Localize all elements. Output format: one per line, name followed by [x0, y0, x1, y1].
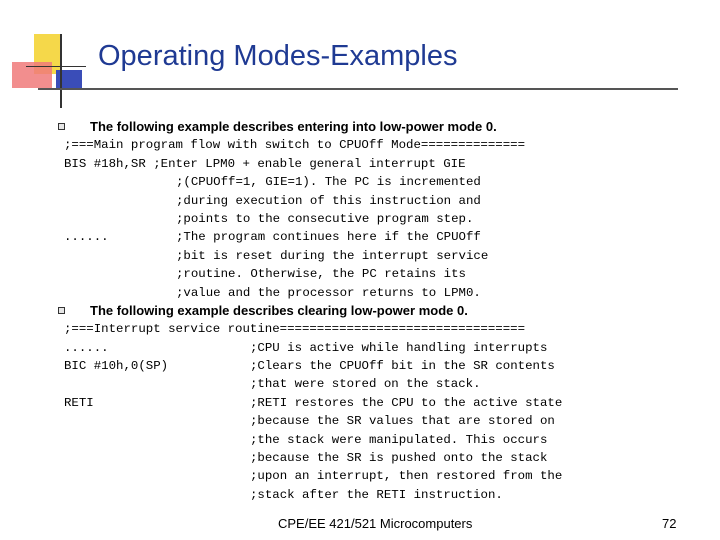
bullet-text-1: The following example describes entering into low-power mode 0.: [90, 119, 497, 134]
code-comment: ;upon an interrupt, then restored from the: [250, 469, 563, 484]
code-line: ;===Interrupt service routine=================================: [64, 322, 526, 337]
title-rule: [38, 88, 678, 90]
bullet-line-2: [64, 302, 525, 320]
code-line: [64, 192, 525, 210]
code-comment: ;stack after the RETI instruction.: [250, 487, 503, 502]
code-comment: ;routine. Otherwise, the PC retains its: [176, 267, 466, 282]
code-comment: ;(CPUOff=1, GIE=1). The PC is incremented: [176, 175, 481, 190]
code-line: [64, 265, 525, 283]
code-line: [64, 467, 563, 485]
code-line: [64, 210, 525, 228]
code-comment: ;RETI restores the CPU to the active state: [250, 395, 563, 410]
code-instruction: BIC #10h,0(SP): [64, 359, 169, 374]
code-comment: ;because the SR values that are stored on: [250, 414, 555, 429]
code-comment: ;that were stored on the stack.: [250, 377, 481, 392]
code-comment: ;The program continues here if the CPUOff: [176, 230, 481, 245]
slide-content: [64, 118, 563, 504]
deco-horizontal-line: [26, 66, 86, 67]
code-line: [64, 284, 525, 302]
square-bullet-icon: [58, 307, 65, 314]
bullet-line-1: [64, 118, 525, 136]
code-comment: ;points to the consecutive program step.: [176, 211, 474, 226]
code-line: [64, 431, 548, 449]
code-line: [64, 357, 555, 375]
code-ellipsis: ......: [64, 230, 109, 245]
code-comment: ;because the SR is pushed onto the stack: [250, 451, 548, 466]
code-comment: ;Clears the CPUOff bit in the SR contents: [250, 359, 555, 374]
code-line: [64, 486, 525, 504]
code-line: [64, 375, 525, 393]
code-comment: ;the stack were manipulated. This occurs: [250, 432, 548, 447]
code-instruction: RETI: [64, 395, 94, 410]
code-line: ;===Main program flow with switch to CPUOff Mode==============: [64, 138, 526, 153]
square-bullet-icon: [58, 123, 65, 130]
deco-vertical-line: [60, 34, 62, 108]
code-line: [64, 228, 525, 246]
code-line: [64, 394, 563, 412]
code-line: [64, 339, 548, 357]
code-ellipsis: ......: [64, 340, 109, 355]
bullet-text-2: The following example describes clearing low-power mode 0.: [90, 302, 468, 318]
code-comment: ;CPU is active while handling interrupts: [250, 340, 548, 355]
code-line: [64, 173, 525, 191]
code-line: [64, 247, 525, 265]
footer-course: CPE/EE 421/521 Microcomputers: [278, 516, 473, 531]
code-line: BIS #18h,SR ;Enter LPM0 + enable general interrupt GIE: [64, 156, 466, 171]
code-line: [64, 449, 548, 467]
code-comment: ;value and the processor returns to LPM0.: [176, 285, 481, 300]
slide-title: Operating Modes-Examples: [98, 40, 458, 72]
code-comment: ;during execution of this instruction and: [176, 193, 481, 208]
code-line: [64, 412, 555, 430]
code-comment: ;bit is reset during the interrupt service: [176, 248, 489, 263]
page-number: 72: [662, 516, 677, 531]
